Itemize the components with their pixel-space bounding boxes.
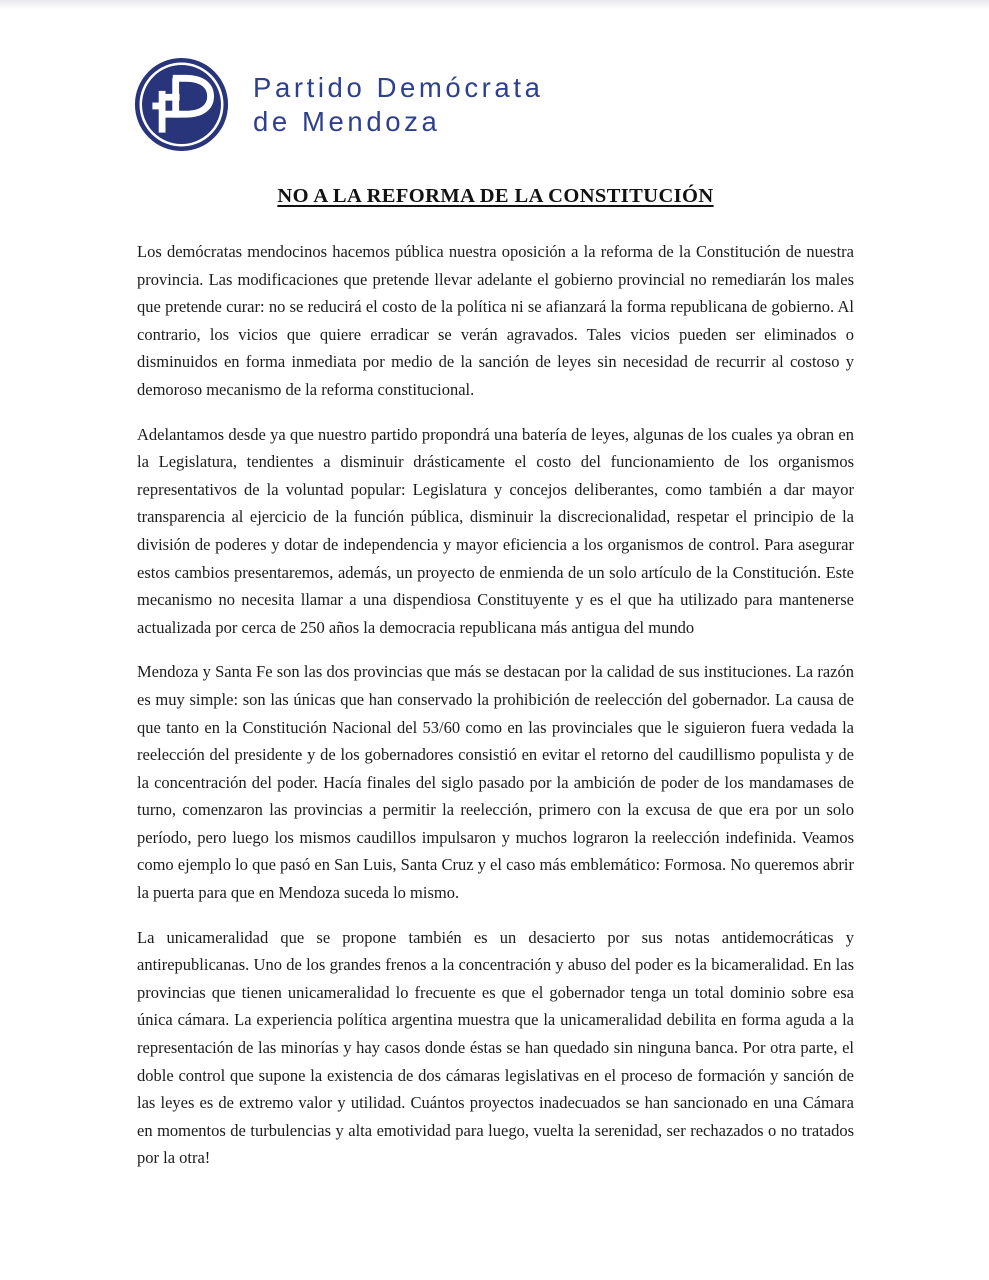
paragraph-4: La unicameralidad que se propone también es un desacierto por sus notas antidemocráticas y antirepublicanas. Uno de los grandes frenos a la concentración y abuso del poder es la bicameralidad. En las provincias que tienen unicameralidad lo frecuente es que el gobernador tenga un total dominio sobre esa única cámara. La experiencia política argentina muestra que la unicameralidad debilita en forma aguda a la representación de las minorías y hay casos donde éstas se han quedado sin ninguna banca. Por otra parte, el doble control que supone la existencia de dos cámaras legislativas en el proceso de formación y sanción de las leyes es de extremo valor y utilidad. Cuántos proyectos inadecuados se han sancionado en una Cámara en momentos de turbulencias y alta emotividad para luego, vuelta la serenidad, ser rechazados o no tratados por la otra! [137,927,854,1168]
pd-party-logo-icon [133,56,230,153]
paragraph-2: Adelantamos desde ya que nuestro partido propondrá una batería de leyes, algunas de los cuales ya obran en la Legislatura, tendientes a disminuir drásticamente el costo del funcionamiento de los organismos representativos de la voluntad popular: Legislatura y concejos deliberantes, como también a dar mayor transparencia al ejercicio de la función pública, disminuir la discrecionalidad, respetar el principio de la división de poderes y dotar de independencia y mayor eficiencia a los organismos de control. Para asegurar estos cambios presentaremos, además, un proyecto de enmienda de un solo artículo de la Constitución. Este mecanismo no necesita llamar a una dispendiosa Constituyente y es el que ha utilizado para mantenerse actualizada por cerca de 250 años la democracia republicana más antigua del mundo [137,424,854,637]
document-title: NO A LA REFORMA DE LA CONSTITUCIÓN [277,185,714,207]
document-body [137,185,854,1189]
paragraph-3: Mendoza y Santa Fe son las dos provincias que más se destacan por la calidad de sus instituciones. La razón es muy simple: son las únicas que han conservado la prohibición de reelección del gobernador. La causa de que tanto en la Constitución Nacional del 53/60 como en las provinciales que le siguieron fuera vedada la reelección del presidente y de los gobernadores consistió en evitar el retorno del caudillismo populista y de la concentración del poder. Hacía finales del siglo pasado por la ambición de poder de los mandamases de turno, comenzaron las provincias a permitir la reelección, primero con la excusa de que era por un solo período, pero luego los mismos caudillos impulsaron y muchos lograron la reelección indefinida. Veamos como ejemplo lo que pasó en San Luis, Santa Cruz y el caso más emblemático: Formosa. No queremos abrir la puerta para que en Mendoza suceda lo mismo. [137,662,854,903]
org-name-line1: Partido Demócrata [253,71,544,103]
letterhead [133,56,543,153]
scan-top-edge [0,0,989,10]
org-name [253,71,543,139]
org-name-line2: de Mendoza [253,105,441,137]
paragraph-1: Los demócratas mendocinos hacemos pública nuestra oposición a la reforma de la Constitución de nuestra provincia. Las modificaciones que pretende llevar adelante el gobierno provincial no remediarán los males que pretende curar: no se reducirá el costo de la política ni se afianzará la forma republicana de gobierno. Al contrario, los vicios que quiere erradicar se verán agravados. Tales vicios pueden ser eliminados o disminuidos en forma inmediata por medio de la sanción de leyes sin necesidad de recurrir al costoso y demoroso mecanismo de la reforma constitucional. [137,242,854,399]
